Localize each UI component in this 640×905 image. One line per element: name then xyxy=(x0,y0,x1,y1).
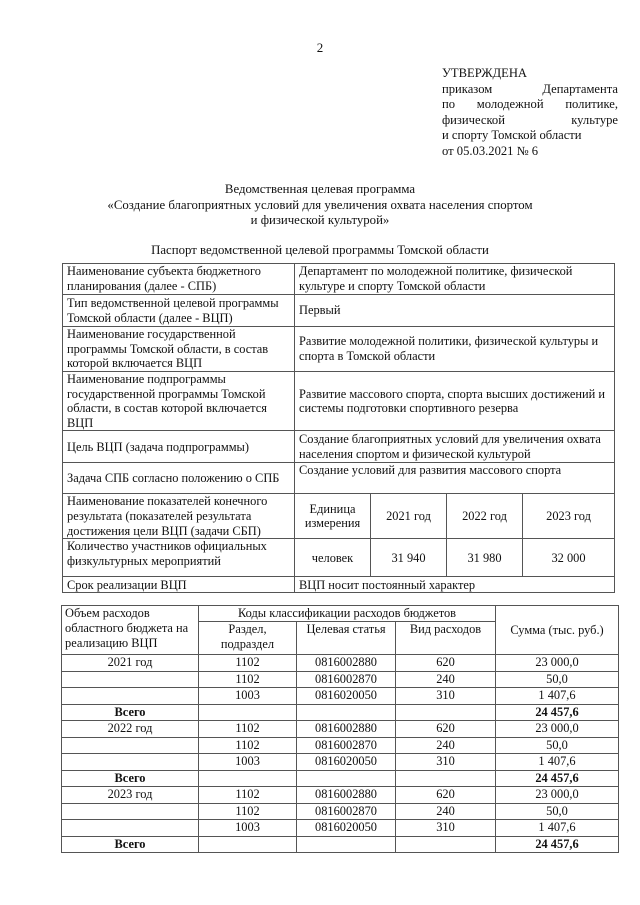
sum-cell: 1 407,6 xyxy=(496,688,619,705)
program-title xyxy=(0,182,640,229)
budget-total-row xyxy=(62,770,619,787)
codes-header: Коды классификации расходов бюджетов xyxy=(199,606,496,622)
empty-cell xyxy=(396,770,496,787)
article-cell: 0816020050 xyxy=(297,754,396,771)
term-value: ВЦП носит постоянный характер xyxy=(295,577,615,593)
approval-line: и спорту Томской области xyxy=(442,128,582,143)
passport-label: Задача СПБ согласно положению о СПБ xyxy=(63,463,295,494)
sum-cell: 23 000,0 xyxy=(496,655,619,672)
article-cell: 0816002880 xyxy=(297,787,396,804)
budget-row xyxy=(62,721,619,738)
passport-label: Наименование государственной программы Томской области, в состав которой включается ВЦП xyxy=(63,327,295,372)
sum-cell: 23 000,0 xyxy=(496,721,619,738)
approval-stamp xyxy=(442,66,618,160)
article-cell: 0816002880 xyxy=(297,721,396,738)
empty-cell xyxy=(396,704,496,721)
article-cell: 0816002880 xyxy=(297,655,396,672)
sum-header: Сумма (тыс. руб.) xyxy=(496,606,619,655)
budget-row xyxy=(62,655,619,672)
type-cell: 310 xyxy=(396,820,496,837)
type-cell: 240 xyxy=(396,737,496,754)
passport-row xyxy=(63,431,615,463)
passport-table xyxy=(62,263,615,593)
indicator-value: 32 000 xyxy=(523,539,615,577)
passport-value: Департамент по молодежной политике, физической культуре и спорту Томской области xyxy=(295,264,615,295)
year-cell: 2023 год xyxy=(62,787,199,804)
approval-line: по молодежной политике, xyxy=(442,97,618,112)
indicator-row xyxy=(63,539,615,577)
article-cell: 0816020050 xyxy=(297,688,396,705)
year-header: 2021 год xyxy=(371,494,447,539)
type-cell: 240 xyxy=(396,803,496,820)
sum-cell: 50,0 xyxy=(496,737,619,754)
year-cell-empty xyxy=(62,688,199,705)
article-cell: 0816020050 xyxy=(297,820,396,837)
type-cell: 620 xyxy=(396,721,496,738)
program-title-line: «Создание благоприятных условий для увеличения охвата населения спортом xyxy=(107,197,533,212)
total-sum: 24 457,6 xyxy=(496,770,619,787)
year-cell-empty xyxy=(62,671,199,688)
year-cell-empty xyxy=(62,737,199,754)
year-cell-empty xyxy=(62,754,199,771)
empty-cell xyxy=(297,704,396,721)
budget-table xyxy=(61,605,619,853)
passport-value: Развитие массового спорта, спорта высших достижений и системы подготовки спортивного резерва xyxy=(295,372,615,431)
empty-cell xyxy=(297,770,396,787)
article-cell: 0816002870 xyxy=(297,803,396,820)
total-label: Всего xyxy=(62,704,199,721)
section-cell: 1003 xyxy=(199,820,297,837)
program-title-line: и физической культурой» xyxy=(250,213,390,227)
empty-cell xyxy=(199,770,297,787)
type-cell: 620 xyxy=(396,655,496,672)
indicator-value: 31 940 xyxy=(371,539,447,577)
passport-value: Развитие молодежной политики, физической культуры и спорта в Томской области xyxy=(295,327,615,372)
section-cell: 1102 xyxy=(199,737,297,754)
sum-cell: 1 407,6 xyxy=(496,754,619,771)
indicators-label: Наименование показателей конечного результата (показателей результата достижения цели ВЦП (задачи СБП) xyxy=(63,494,295,539)
type-cell: 310 xyxy=(396,688,496,705)
budget-row xyxy=(62,737,619,754)
total-label: Всего xyxy=(62,836,199,853)
article-header: Целевая статья xyxy=(297,622,396,655)
article-cell: 0816002870 xyxy=(297,671,396,688)
total-sum: 24 457,6 xyxy=(496,836,619,853)
type-cell: 310 xyxy=(396,754,496,771)
page-number: 2 xyxy=(316,40,324,55)
budget-row xyxy=(62,688,619,705)
passport-row xyxy=(63,372,615,431)
volume-header: Объем расходов областного бюджета на реализацию ВЦП xyxy=(62,606,199,655)
empty-cell xyxy=(199,836,297,853)
unit-header: Единица измерения xyxy=(295,494,371,539)
year-cell-empty xyxy=(62,820,199,837)
indicators-header-row xyxy=(63,494,615,539)
budget-header-row xyxy=(62,606,619,622)
empty-cell xyxy=(297,836,396,853)
section-cell: 1003 xyxy=(199,688,297,705)
budget-row xyxy=(62,671,619,688)
passport-label: Наименование подпрограммы государственной программы Томской области, в состав которой включается ВЦП xyxy=(63,372,295,431)
article-cell: 0816002870 xyxy=(297,737,396,754)
passport-row xyxy=(63,463,615,494)
approval-line: приказом Департамента xyxy=(442,81,618,96)
approval-line: физической культуре xyxy=(442,112,618,127)
total-label: Всего xyxy=(62,770,199,787)
type-cell: 240 xyxy=(396,671,496,688)
section-cell: 1003 xyxy=(199,754,297,771)
passport-row xyxy=(63,295,615,327)
section-cell: 1102 xyxy=(199,655,297,672)
section-cell: 1102 xyxy=(199,803,297,820)
passport-label: Наименование субъекта бюджетного планирования (далее - СПБ) xyxy=(63,264,295,295)
approval-heading: УТВЕРЖДЕНА xyxy=(442,66,528,80)
section-cell: 1102 xyxy=(199,787,297,804)
budget-row xyxy=(62,787,619,804)
term-label: Срок реализации ВЦП xyxy=(63,577,295,593)
year-header: 2023 год xyxy=(523,494,615,539)
total-sum: 24 457,6 xyxy=(496,704,619,721)
passport-title: Паспорт ведомственной целевой программы Томской области xyxy=(151,243,489,257)
type-header: Вид расходов xyxy=(396,622,496,655)
budget-row xyxy=(62,820,619,837)
indicator-label: Количество участников официальных физкультурных мероприятий xyxy=(63,539,295,577)
year-cell-empty xyxy=(62,803,199,820)
empty-cell xyxy=(199,704,297,721)
indicator-unit: человек xyxy=(295,539,371,577)
program-title-line: Ведомственная целевая программа xyxy=(224,182,416,196)
passport-row xyxy=(63,327,615,372)
passport-value: Первый xyxy=(295,295,615,327)
type-cell: 620 xyxy=(396,787,496,804)
sum-cell: 23 000,0 xyxy=(496,787,619,804)
budget-total-row xyxy=(62,704,619,721)
indicator-value: 31 980 xyxy=(447,539,523,577)
passport-value: Создание условий для развития массового спорта xyxy=(295,463,615,494)
budget-row xyxy=(62,803,619,820)
passport-value: Создание благоприятных условий для увеличения охвата населения спортом и физической культурой xyxy=(295,431,615,463)
budget-row xyxy=(62,754,619,771)
section-cell: 1102 xyxy=(199,721,297,738)
section-header: Раздел, подраздел xyxy=(199,622,297,655)
year-header: 2022 год xyxy=(447,494,523,539)
empty-cell xyxy=(396,836,496,853)
passport-label: Тип ведомственной целевой программы Томской области (далее - ВЦП) xyxy=(63,295,295,327)
year-cell: 2021 год xyxy=(62,655,199,672)
year-cell: 2022 год xyxy=(62,721,199,738)
term-row xyxy=(63,577,615,593)
passport-label: Цель ВЦП (задача подпрограммы) xyxy=(63,431,295,463)
sum-cell: 1 407,6 xyxy=(496,820,619,837)
approval-date: от 05.03.2021 № 6 xyxy=(442,143,539,158)
sum-cell: 50,0 xyxy=(496,803,619,820)
budget-total-row xyxy=(62,836,619,853)
passport-row xyxy=(63,264,615,295)
sum-cell: 50,0 xyxy=(496,671,619,688)
section-cell: 1102 xyxy=(199,671,297,688)
